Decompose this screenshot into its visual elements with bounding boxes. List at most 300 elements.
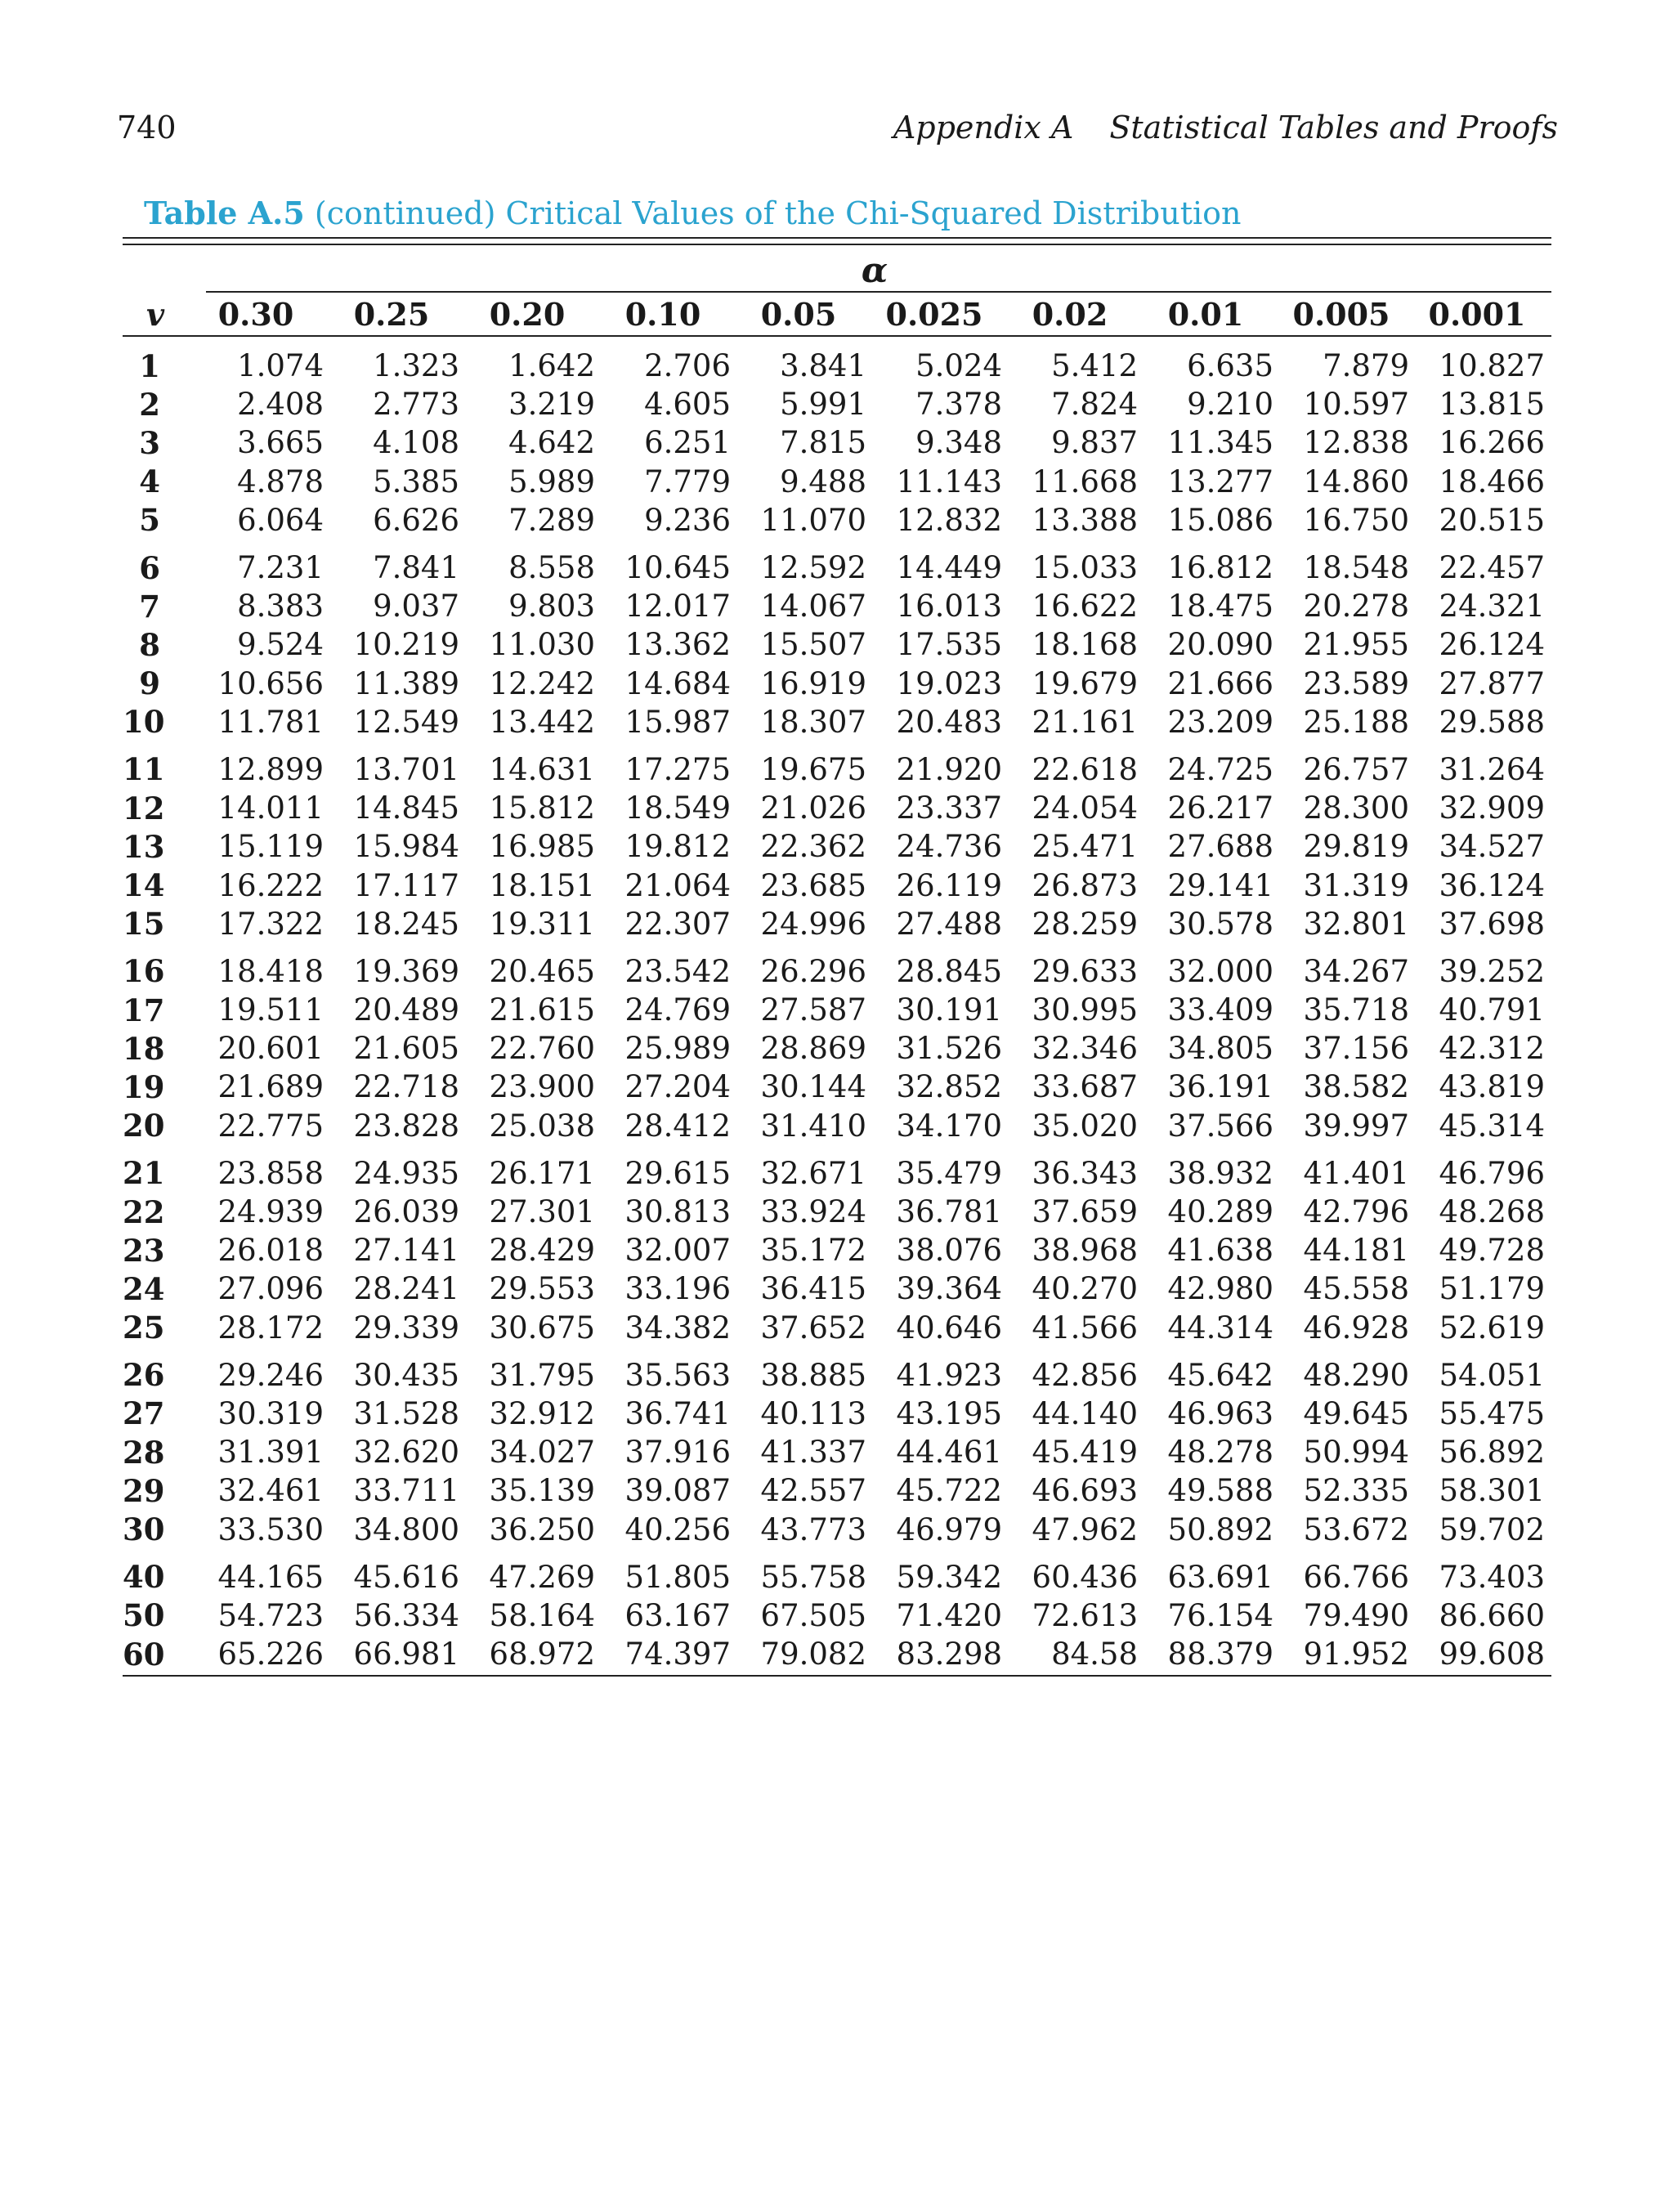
critical-value-cell: 26.171 [489, 1155, 595, 1191]
table-cell [324, 1156, 459, 1191]
table-top-rule [123, 237, 1551, 239]
table-cell [1002, 954, 1138, 989]
critical-value-cell: 39.364 [896, 1271, 1002, 1307]
table-cell [1273, 503, 1409, 538]
table-cell [1138, 954, 1273, 989]
table-cell [324, 1271, 459, 1306]
critical-value-cell: 42.856 [1032, 1357, 1138, 1393]
critical-value-cell: 3.219 [508, 387, 595, 423]
critical-value-cell: 49.728 [1439, 1233, 1545, 1269]
critical-value-cell: 49.645 [1303, 1395, 1409, 1431]
critical-value-cell: 38.968 [1032, 1233, 1138, 1269]
v-column-header: v [145, 295, 165, 333]
table-cell [188, 868, 324, 903]
degrees-of-freedom-cell: 23 [123, 1232, 165, 1269]
critical-value-cell: 35.563 [624, 1357, 731, 1393]
critical-value-cell: 43.773 [760, 1511, 866, 1547]
table-cell [1409, 1031, 1545, 1066]
critical-value-cell: 37.698 [1439, 906, 1545, 942]
table-cell [459, 1435, 595, 1470]
table-cell [324, 1435, 459, 1470]
critical-value-cell: 16.222 [217, 867, 324, 903]
table-cell [324, 550, 459, 585]
critical-value-cell: 23.900 [489, 1069, 595, 1105]
critical-value-cell: 18.307 [760, 704, 866, 740]
critical-value-cell: 41.401 [1303, 1155, 1409, 1191]
critical-value-cell: 53.672 [1303, 1511, 1409, 1547]
table-cell [1273, 348, 1409, 383]
degrees-of-freedom-cell: 24 [123, 1270, 165, 1307]
degrees-of-freedom-cell: 25 [123, 1310, 165, 1346]
critical-value-cell: 12.017 [624, 589, 731, 625]
table-cell [866, 752, 1002, 787]
critical-value-cell: 63.167 [624, 1597, 731, 1633]
table-cell [731, 1396, 866, 1431]
table-cell [1409, 752, 1545, 787]
critical-value-cell: 17.322 [217, 906, 324, 942]
critical-value-cell: 33.530 [217, 1511, 324, 1547]
critical-value-cell: 12.838 [1303, 425, 1409, 461]
critical-value-cell: 4.642 [508, 425, 595, 461]
table-cell [188, 348, 324, 383]
table-cell [1002, 589, 1138, 624]
alpha-column-header: 0.25 [353, 295, 430, 333]
table-cell [324, 992, 459, 1028]
critical-value-cell: 27.877 [1439, 665, 1545, 701]
table-cell [595, 1156, 731, 1191]
critical-value-cell: 32.912 [489, 1395, 595, 1431]
critical-value-cell: 9.210 [1187, 387, 1273, 423]
critical-value-cell: 46.693 [1032, 1473, 1138, 1509]
alpha-column-header: 0.30 [217, 295, 294, 333]
critical-value-cell: 16.812 [1167, 550, 1273, 586]
table-cell [1409, 348, 1545, 383]
table-cell [866, 1108, 1002, 1144]
critical-value-cell: 24.935 [353, 1155, 459, 1191]
table-cell [1002, 992, 1138, 1028]
table-cell [324, 464, 459, 499]
degrees-of-freedom-cell: 3 [139, 424, 160, 461]
critical-value-cell: 30.319 [217, 1395, 324, 1431]
critical-value-cell: 65.226 [217, 1637, 324, 1672]
critical-value-cell: 5.989 [508, 463, 595, 499]
table-cell [1409, 1069, 1545, 1104]
critical-value-cell: 28.241 [353, 1271, 459, 1307]
critical-value-cell: 14.845 [353, 790, 459, 826]
table-cell [324, 348, 459, 383]
table-cell [1273, 425, 1409, 460]
critical-value-cell: 8.558 [508, 550, 595, 586]
table-cell [188, 589, 324, 624]
table-cell [1138, 1473, 1273, 1508]
table-cell [188, 1560, 324, 1595]
table-cell [866, 666, 1002, 701]
critical-value-cell: 33.687 [1032, 1069, 1138, 1105]
table-row [123, 1231, 1551, 1269]
table-cell [459, 1031, 595, 1066]
table-cell [459, 1233, 595, 1268]
table-cell [595, 907, 731, 942]
critical-value-cell: 32.007 [624, 1233, 731, 1269]
critical-value-cell: 31.795 [489, 1357, 595, 1393]
table-cell [459, 387, 595, 422]
degrees-of-freedom-cell: 5 [139, 502, 160, 539]
critical-value-cell: 48.290 [1303, 1357, 1409, 1393]
critical-value-cell: 43.195 [896, 1395, 1002, 1431]
table-cell [731, 1031, 866, 1066]
table-cell [188, 1358, 324, 1393]
table-cell [866, 907, 1002, 942]
table-cell [1273, 1473, 1409, 1508]
critical-value-cell: 26.296 [760, 953, 866, 989]
critical-value-cell: 4.108 [373, 425, 459, 461]
table-cell [459, 829, 595, 864]
table-row [123, 1068, 1551, 1106]
critical-value-cell: 34.382 [624, 1310, 731, 1346]
critical-value-cell: 40.791 [1439, 992, 1545, 1028]
table-cell [1409, 1396, 1545, 1431]
critical-value-cell: 27.301 [489, 1194, 595, 1230]
table-cell [324, 1512, 459, 1547]
table-cell [1273, 1194, 1409, 1229]
degrees-of-freedom-cell: 17 [123, 992, 165, 1028]
critical-value-cell: 23.542 [624, 953, 731, 989]
critical-value-cell: 10.645 [624, 550, 731, 586]
critical-value-cell: 30.813 [624, 1194, 731, 1230]
row-group [123, 549, 1551, 741]
critical-value-cell: 25.989 [624, 1031, 731, 1067]
table-cell [459, 1473, 595, 1508]
table-cell [1138, 1194, 1273, 1229]
degrees-of-freedom-cell: 26 [123, 1357, 165, 1394]
table-row [123, 703, 1551, 741]
critical-value-cell: 13.442 [489, 704, 595, 740]
table-row [123, 750, 1551, 789]
critical-value-cell: 44.140 [1032, 1395, 1138, 1431]
alpha-column-header: 0.005 [1292, 295, 1390, 333]
table-cell [866, 550, 1002, 585]
table-cell [1409, 1310, 1545, 1346]
critical-value-cell: 21.161 [1032, 704, 1138, 740]
critical-value-cell: 38.885 [760, 1357, 866, 1393]
critical-value-cell: 30.144 [760, 1069, 866, 1105]
critical-value-cell: 14.011 [217, 790, 324, 826]
table-cell [324, 705, 459, 740]
critical-value-cell: 45.314 [1439, 1108, 1545, 1144]
critical-value-cell: 45.419 [1032, 1435, 1138, 1471]
table-cell [459, 1598, 595, 1633]
table-cell [1138, 589, 1273, 624]
table-cell [866, 1358, 1002, 1393]
table-cell [1138, 1512, 1273, 1547]
critical-value-cell: 36.741 [624, 1395, 731, 1431]
critical-value-cell: 40.113 [760, 1395, 866, 1431]
degrees-of-freedom-cell: 60 [123, 1636, 165, 1672]
table-cell [1273, 790, 1409, 826]
critical-value-cell: 30.675 [489, 1310, 595, 1346]
table-cell [1138, 1435, 1273, 1470]
table-cell [731, 1512, 866, 1547]
critical-value-cell: 18.418 [217, 953, 324, 989]
critical-value-cell: 9.837 [1051, 425, 1138, 461]
critical-value-cell: 73.403 [1439, 1559, 1545, 1595]
critical-value-cell: 16.266 [1439, 425, 1545, 461]
critical-value-cell: 15.507 [760, 627, 866, 663]
critical-value-cell: 10.827 [1439, 348, 1545, 384]
critical-value-cell: 30.191 [896, 992, 1002, 1028]
critical-value-cell: 18.549 [624, 790, 731, 826]
table-cell [1138, 868, 1273, 903]
table-cell [1273, 1310, 1409, 1346]
critical-value-cell: 14.684 [624, 665, 731, 701]
critical-value-cell: 36.343 [1032, 1155, 1138, 1191]
table-cell [188, 1233, 324, 1268]
critical-value-cell: 74.397 [624, 1637, 731, 1672]
critical-value-cell: 40.646 [896, 1310, 1002, 1346]
table-cell [866, 464, 1002, 499]
critical-value-cell: 26.217 [1167, 790, 1273, 826]
table-cell [1409, 992, 1545, 1028]
table-cell [731, 1194, 866, 1229]
degrees-of-freedom-cell: 40 [123, 1559, 165, 1596]
table-row [123, 1395, 1551, 1433]
critical-value-cell: 21.666 [1167, 665, 1273, 701]
critical-value-cell: 99.608 [1439, 1637, 1545, 1672]
table-cell [324, 907, 459, 942]
table-cell [1409, 705, 1545, 740]
critical-value-cell: 22.618 [1032, 751, 1138, 787]
critical-value-cell: 8.383 [237, 589, 324, 625]
critical-value-cell: 79.082 [760, 1637, 866, 1672]
table-cell [1138, 705, 1273, 740]
table-cell [324, 1031, 459, 1066]
critical-value-cell: 37.156 [1303, 1031, 1409, 1067]
critical-value-cell: 22.307 [624, 906, 731, 942]
table-cell [595, 1637, 731, 1672]
table-cell [188, 1512, 324, 1547]
table-cell [866, 868, 1002, 903]
critical-value-cell: 60.436 [1032, 1559, 1138, 1595]
table-cell [866, 387, 1002, 422]
critical-value-cell: 23.858 [217, 1155, 324, 1191]
table-cell [188, 425, 324, 460]
critical-value-cell: 39.997 [1303, 1108, 1409, 1144]
critical-value-cell: 21.615 [489, 992, 595, 1028]
table-cell [459, 1637, 595, 1672]
critical-value-cell: 55.475 [1439, 1395, 1545, 1431]
critical-value-cell: 16.013 [896, 589, 1002, 625]
critical-value-cell: 20.489 [353, 992, 459, 1028]
table-cell [1002, 790, 1138, 826]
table-cell [1138, 425, 1273, 460]
table-cell [459, 1108, 595, 1144]
critical-value-cell: 66.981 [353, 1637, 459, 1672]
table-row [123, 347, 1551, 385]
critical-value-cell: 22.457 [1439, 550, 1545, 586]
table-cell [324, 387, 459, 422]
critical-value-cell: 38.076 [896, 1233, 1002, 1269]
critical-value-cell: 72.613 [1032, 1597, 1138, 1633]
degrees-of-freedom-cell: 22 [123, 1193, 165, 1230]
critical-value-cell: 46.979 [896, 1511, 1002, 1547]
table-cell [1273, 752, 1409, 787]
critical-value-cell: 20.090 [1167, 627, 1273, 663]
critical-value-cell: 19.369 [353, 953, 459, 989]
table-cell [324, 1233, 459, 1268]
critical-value-cell: 19.023 [896, 665, 1002, 701]
critical-value-cell: 13.388 [1032, 502, 1138, 538]
table-cell [324, 752, 459, 787]
critical-value-cell: 32.801 [1303, 906, 1409, 942]
table-cell [324, 1194, 459, 1229]
table-cell [1002, 1069, 1138, 1104]
table-cell [1409, 627, 1545, 662]
table-cell [1273, 1233, 1409, 1268]
table-cell [1273, 550, 1409, 585]
critical-value-cell: 39.087 [624, 1473, 731, 1509]
table-cell [188, 627, 324, 662]
degrees-of-freedom-cell: 19 [123, 1068, 165, 1105]
critical-value-cell: 18.168 [1032, 627, 1138, 663]
critical-value-cell: 9.524 [237, 627, 324, 663]
critical-value-cell: 48.278 [1167, 1435, 1273, 1471]
degrees-of-freedom-cell: 9 [139, 665, 160, 702]
critical-value-cell: 33.409 [1167, 992, 1273, 1028]
critical-value-cell: 30.995 [1032, 992, 1138, 1028]
table-cell [595, 666, 731, 701]
critical-value-cell: 42.557 [760, 1473, 866, 1509]
table-cell [1273, 992, 1409, 1028]
table-cell [459, 348, 595, 383]
table-cell [459, 589, 595, 624]
table-cell [731, 627, 866, 662]
table-cell [595, 1233, 731, 1268]
table-row [123, 625, 1551, 664]
table-cell [1138, 1233, 1273, 1268]
critical-value-cell: 27.488 [896, 906, 1002, 942]
critical-value-cell: 27.688 [1167, 829, 1273, 865]
degrees-of-freedom-cell: 13 [123, 828, 165, 865]
critical-value-cell: 63.691 [1167, 1559, 1273, 1595]
table-row [123, 1635, 1551, 1673]
table-cell [188, 1194, 324, 1229]
alpha-column-header: 0.01 [1167, 295, 1244, 333]
degrees-of-freedom-cell: 7 [139, 588, 160, 625]
table-cell [1002, 1194, 1138, 1229]
critical-value-cell: 41.638 [1167, 1233, 1273, 1269]
table-cell [1138, 550, 1273, 585]
critical-value-cell: 7.378 [915, 387, 1002, 423]
table-cell [1002, 425, 1138, 460]
table-cell [731, 348, 866, 383]
critical-value-cell: 33.711 [353, 1473, 459, 1509]
table-caption [144, 195, 1241, 231]
critical-value-cell: 32.909 [1439, 790, 1545, 826]
table-cell [1002, 1310, 1138, 1346]
table-cell [595, 954, 731, 989]
critical-value-cell: 41.923 [896, 1357, 1002, 1393]
table-cell [1409, 1512, 1545, 1547]
critical-value-cell: 37.652 [760, 1310, 866, 1346]
table-cell [731, 589, 866, 624]
table-cell [459, 666, 595, 701]
critical-value-cell: 45.616 [353, 1559, 459, 1595]
table-row [123, 1510, 1551, 1548]
degrees-of-freedom-cell: 29 [123, 1472, 165, 1509]
critical-value-cell: 27.204 [624, 1069, 731, 1105]
critical-value-cell: 30.435 [353, 1357, 459, 1393]
degrees-of-freedom-cell: 27 [123, 1395, 165, 1432]
table-cell [1409, 1156, 1545, 1191]
table-cell [731, 829, 866, 864]
table-cell [1273, 666, 1409, 701]
table-cell [595, 1358, 731, 1393]
critical-value-cell: 17.535 [896, 627, 1002, 663]
critical-value-cell: 33.924 [760, 1194, 866, 1230]
table-cell [866, 503, 1002, 538]
critical-value-cell: 41.566 [1032, 1310, 1138, 1346]
critical-value-cell: 17.275 [624, 751, 731, 787]
table-row [123, 549, 1551, 587]
table-cell [1409, 829, 1545, 864]
table-row [123, 1558, 1551, 1596]
table-cell [731, 666, 866, 701]
critical-value-cell: 22.718 [353, 1069, 459, 1105]
table-cell [866, 1271, 1002, 1306]
table-cell [1002, 387, 1138, 422]
degrees-of-freedom-cell: 28 [123, 1434, 165, 1471]
critical-value-cell: 36.191 [1167, 1069, 1273, 1105]
table-cell [866, 790, 1002, 826]
table-cell [1273, 1108, 1409, 1144]
critical-value-cell: 12.832 [896, 502, 1002, 538]
table-cell [866, 1598, 1002, 1633]
critical-value-cell: 41.337 [760, 1435, 866, 1471]
critical-value-cell: 84.58 [1051, 1637, 1138, 1672]
table-cell [459, 790, 595, 826]
degrees-of-freedom-cell: 21 [123, 1155, 165, 1192]
critical-value-cell: 23.337 [896, 790, 1002, 826]
critical-value-cell: 6.251 [644, 425, 731, 461]
critical-value-cell: 7.815 [780, 425, 866, 461]
critical-value-cell: 45.558 [1303, 1271, 1409, 1307]
critical-value-cell: 43.819 [1439, 1069, 1545, 1105]
table-cell [1002, 348, 1138, 383]
critical-value-cell: 38.582 [1303, 1069, 1409, 1105]
critical-value-cell: 19.675 [760, 751, 866, 787]
critical-value-cell: 27.096 [217, 1271, 324, 1307]
critical-value-cell: 32.620 [353, 1435, 459, 1471]
critical-value-cell: 42.312 [1439, 1031, 1545, 1067]
critical-value-cell: 2.706 [644, 348, 731, 384]
table-cell [1002, 627, 1138, 662]
degrees-of-freedom-cell: 4 [139, 463, 160, 500]
table-cell [731, 1435, 866, 1470]
critical-value-cell: 45.722 [896, 1473, 1002, 1509]
table-cell [595, 425, 731, 460]
column-header-row [123, 293, 1551, 335]
degrees-of-freedom-cell: 14 [123, 867, 165, 904]
table-cell [731, 1598, 866, 1633]
critical-value-cell: 32.346 [1032, 1031, 1138, 1067]
table-row [123, 385, 1551, 423]
critical-value-cell: 7.824 [1051, 387, 1138, 423]
critical-value-cell: 13.362 [624, 627, 731, 663]
critical-value-cell: 36.250 [489, 1511, 595, 1547]
table-cell [459, 1560, 595, 1595]
table-cell [1273, 1069, 1409, 1104]
table-cell [1002, 1512, 1138, 1547]
